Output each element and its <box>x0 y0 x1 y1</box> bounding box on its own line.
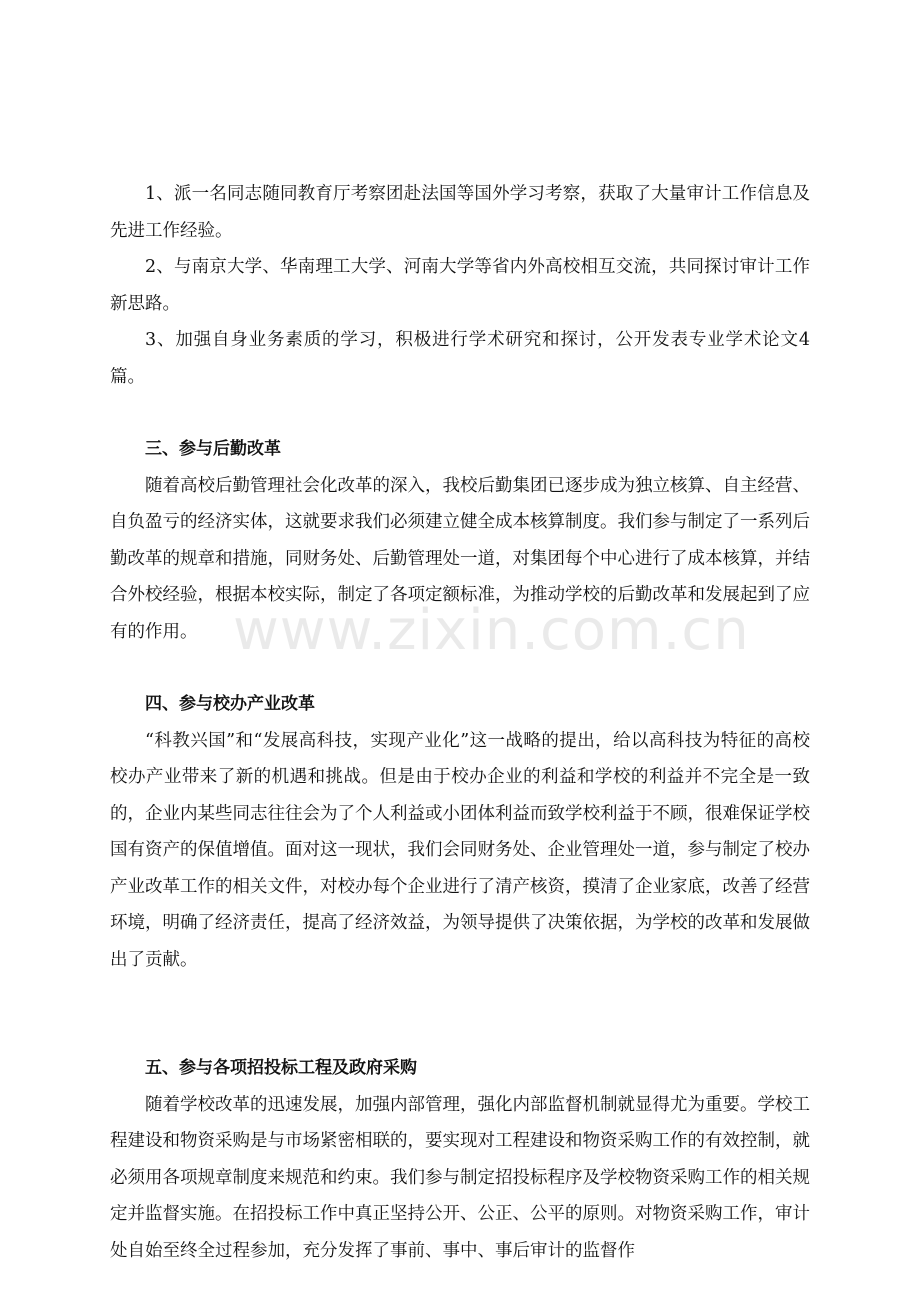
section-heading-3: 三、参与后勤改革 <box>145 439 281 459</box>
list-item-1: 1、派一名同志随同教育厅考察团赴法国等国外学习考察，获取了大量审计工作信息及先进工作经验。 <box>110 184 810 241</box>
watermark: www.zixin.com.cn <box>233 598 750 663</box>
spacer <box>110 650 810 686</box>
list-item-2: 2、与南京大学、华南理工大学、河南大学等省内外高校相互交流，共同探讨审计工作新思路。 <box>110 257 810 314</box>
section-body-4: “科教兴国”和“发展高科技，实现产业化”这一战略的提出，给以高科技为特征的高校校办产业带来了新的机遇和挑战。但是由于校办企业的利益和学校的利益并不完全是一致的，企业内某些同志往往会为了个人利益或小团体利益而致学校利益于不顾，很难保证学校国有资产的保值增值。面对这一现状，我们会同财务处、企业管理处一道，参与制定了校办产业改革工作的相关文件，对校办每个企业进行了清产核资，摸清了企业家底，改善了经营环境，明确了经济责任，提高了经济效益，为领导提供了决策依据，为学校的改革和发展做出了贡献。 <box>110 730 810 970</box>
spacer <box>110 395 810 431</box>
spacer <box>110 978 810 1050</box>
section-body-5: 随着学校改革的迅速发展，加强内部管理，强化内部监督机制就显得尤为重要。学校工程建设和物资采购是与市场紧密相联的，要实现对工程建设和物资采购工作的有效控制，就必须用各项规章制度来规范和约束。我们参与制定招投标程序及学校物资采购工作的相关规定并监督实施。在招投标工作中真正坚持公开、公正、公平的原则。对物资采购工作，审计处自始至终全过程参加，充分发挥了事前、事中、事后审计的监督作 <box>110 1094 810 1261</box>
document-page <box>110 176 810 1269</box>
section-heading-4: 四、参与校办产业改革 <box>145 694 315 714</box>
section-body-3: 随着高校后勤管理社会化改革的深入，我校后勤集团已逐步成为独立核算、自主经营、自负盈亏的经济实体，这就要求我们必须建立健全成本核算制度。我们参与制定了一系列后勤改革的规章和措施，同财务处、后勤管理处一道，对集团每个中心进行了成本核算，并结合外校经验，根据本校实际，制定了各项定额标准，为推动学校的后勤改革和发展起到了应有的作用。 <box>110 475 810 642</box>
section-heading-5: 五、参与各项招投标工程及政府采购 <box>145 1058 417 1078</box>
list-item-3: 3、加强自身业务素质的学习，积极进行学术研究和探讨，公开发表专业学术论文4篇。 <box>110 330 810 387</box>
